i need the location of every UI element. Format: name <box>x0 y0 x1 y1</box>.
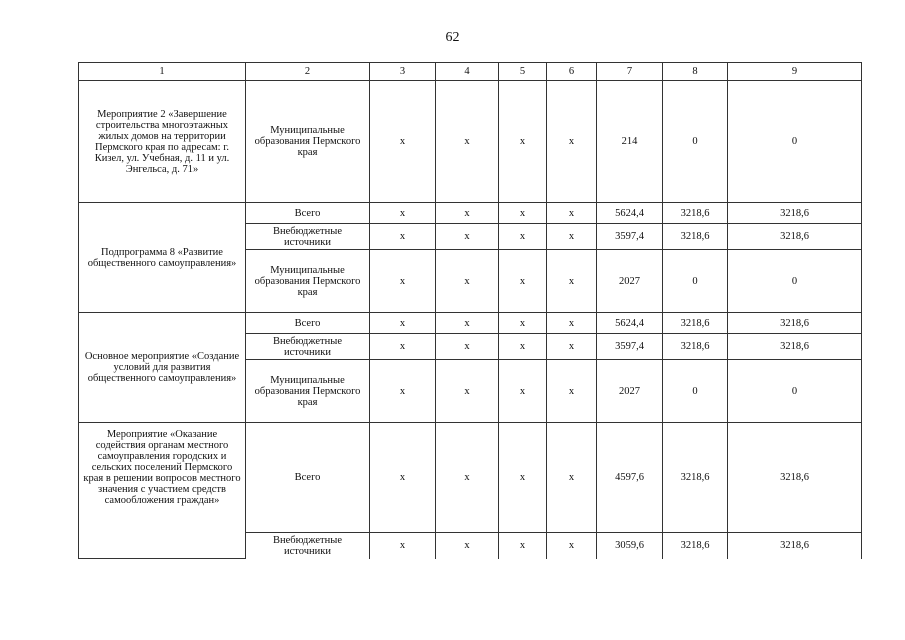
table-row <box>79 313 862 334</box>
activity-name-cell: Основное мероприятие «Создание условий для развития общественного самоуправления» <box>79 313 246 423</box>
value-cell: 3218,6 <box>728 313 862 334</box>
activity-name-cell: Мероприятие «Оказание содействия органам местного самоуправления городских и сельских поселений Пермского края в решении вопросов местного значения с участием средств самообложения граждан» <box>79 423 246 559</box>
value-cell: 3218,6 <box>728 423 862 533</box>
value-cell: 0 <box>663 250 728 313</box>
funding-source-cell: Внебюджетные источники <box>246 224 370 250</box>
value-cell: 3218,6 <box>728 533 862 559</box>
value-cell: 3597,4 <box>597 334 663 360</box>
column-header: 5 <box>499 63 547 81</box>
funding-source-cell: Муниципальные образования Пермского края <box>246 250 370 313</box>
activity-name-cell: Мероприятие 2 «Завершение строительства многоэтажных жилых домов на территории Пермского края по адресам: г. Кизел, ул. Учебная, д. 11 и ул. Энгельса, д. 71» <box>79 81 246 203</box>
table-cell: x <box>547 313 597 334</box>
table-cell: x <box>499 313 547 334</box>
funding-source-cell: Муниципальные образования Пермского края <box>246 360 370 423</box>
table-cell: x <box>436 250 499 313</box>
value-cell: 3218,6 <box>663 313 728 334</box>
table-cell: x <box>436 423 499 533</box>
table-cell: x <box>499 423 547 533</box>
value-cell: 3218,6 <box>663 203 728 224</box>
table-cell: x <box>547 423 597 533</box>
table-cell: x <box>547 533 597 559</box>
table-cell: x <box>547 250 597 313</box>
column-header: 2 <box>246 63 370 81</box>
value-cell: 3218,6 <box>663 334 728 360</box>
column-header: 4 <box>436 63 499 81</box>
budget-table <box>78 62 862 559</box>
table-cell: x <box>436 533 499 559</box>
value-cell: 3218,6 <box>728 224 862 250</box>
value-cell: 5624,4 <box>597 203 663 224</box>
table-cell: x <box>436 360 499 423</box>
table-row <box>79 203 862 224</box>
table-cell: x <box>499 81 547 203</box>
column-header: 3 <box>370 63 436 81</box>
funding-source-cell: Внебюджетные источники <box>246 334 370 360</box>
table-cell: x <box>370 81 436 203</box>
value-cell: 3218,6 <box>663 224 728 250</box>
funding-source-cell: Всего <box>246 423 370 533</box>
activity-name-cell: Подпрограмма 8 «Развитие общественного самоуправления» <box>79 203 246 313</box>
table-cell: x <box>370 423 436 533</box>
table-cell: x <box>370 533 436 559</box>
table-cell: x <box>370 224 436 250</box>
table-cell: x <box>499 334 547 360</box>
value-cell: 3218,6 <box>728 334 862 360</box>
table-cell: x <box>547 334 597 360</box>
table-cell: x <box>436 334 499 360</box>
value-cell: 0 <box>663 81 728 203</box>
table-cell: x <box>436 313 499 334</box>
header-row <box>79 63 862 81</box>
funding-source-cell: Всего <box>246 313 370 334</box>
value-cell: 3597,4 <box>597 224 663 250</box>
table-cell: x <box>547 81 597 203</box>
value-cell: 3059,6 <box>597 533 663 559</box>
table-cell: x <box>436 203 499 224</box>
table-cell: x <box>499 360 547 423</box>
column-header: 6 <box>547 63 597 81</box>
table-cell: x <box>370 313 436 334</box>
value-cell: 0 <box>728 81 862 203</box>
page-number: 62 <box>445 30 460 45</box>
value-cell: 2027 <box>597 360 663 423</box>
table-cell: x <box>499 203 547 224</box>
value-cell: 3218,6 <box>663 423 728 533</box>
table-cell: x <box>370 334 436 360</box>
table-cell: x <box>436 224 499 250</box>
table-cell: x <box>547 360 597 423</box>
table-cell: x <box>436 81 499 203</box>
value-cell: 0 <box>663 360 728 423</box>
table-cell: x <box>370 203 436 224</box>
funding-source-cell: Муниципальные образования Пермского края <box>246 81 370 203</box>
table-cell: x <box>547 203 597 224</box>
column-header: 7 <box>597 63 663 81</box>
value-cell: 0 <box>728 360 862 423</box>
table-cell: x <box>370 250 436 313</box>
column-header: 9 <box>728 63 862 81</box>
table-row <box>79 423 862 533</box>
value-cell: 0 <box>728 250 862 313</box>
table-cell: x <box>499 533 547 559</box>
table-cell: x <box>499 250 547 313</box>
value-cell: 4597,6 <box>597 423 663 533</box>
table-cell: x <box>370 360 436 423</box>
table-cell: x <box>547 224 597 250</box>
value-cell: 3218,6 <box>728 203 862 224</box>
value-cell: 5624,4 <box>597 313 663 334</box>
funding-source-cell: Всего <box>246 203 370 224</box>
table-cell: x <box>499 224 547 250</box>
funding-source-text: Внебюджетные источники <box>273 534 342 557</box>
value-cell: 3218,6 <box>663 533 728 559</box>
column-header: 8 <box>663 63 728 81</box>
funding-source-cell <box>246 533 370 559</box>
value-cell: 214 <box>597 81 663 203</box>
table-row <box>79 81 862 203</box>
value-cell: 2027 <box>597 250 663 313</box>
column-header: 1 <box>79 63 246 81</box>
